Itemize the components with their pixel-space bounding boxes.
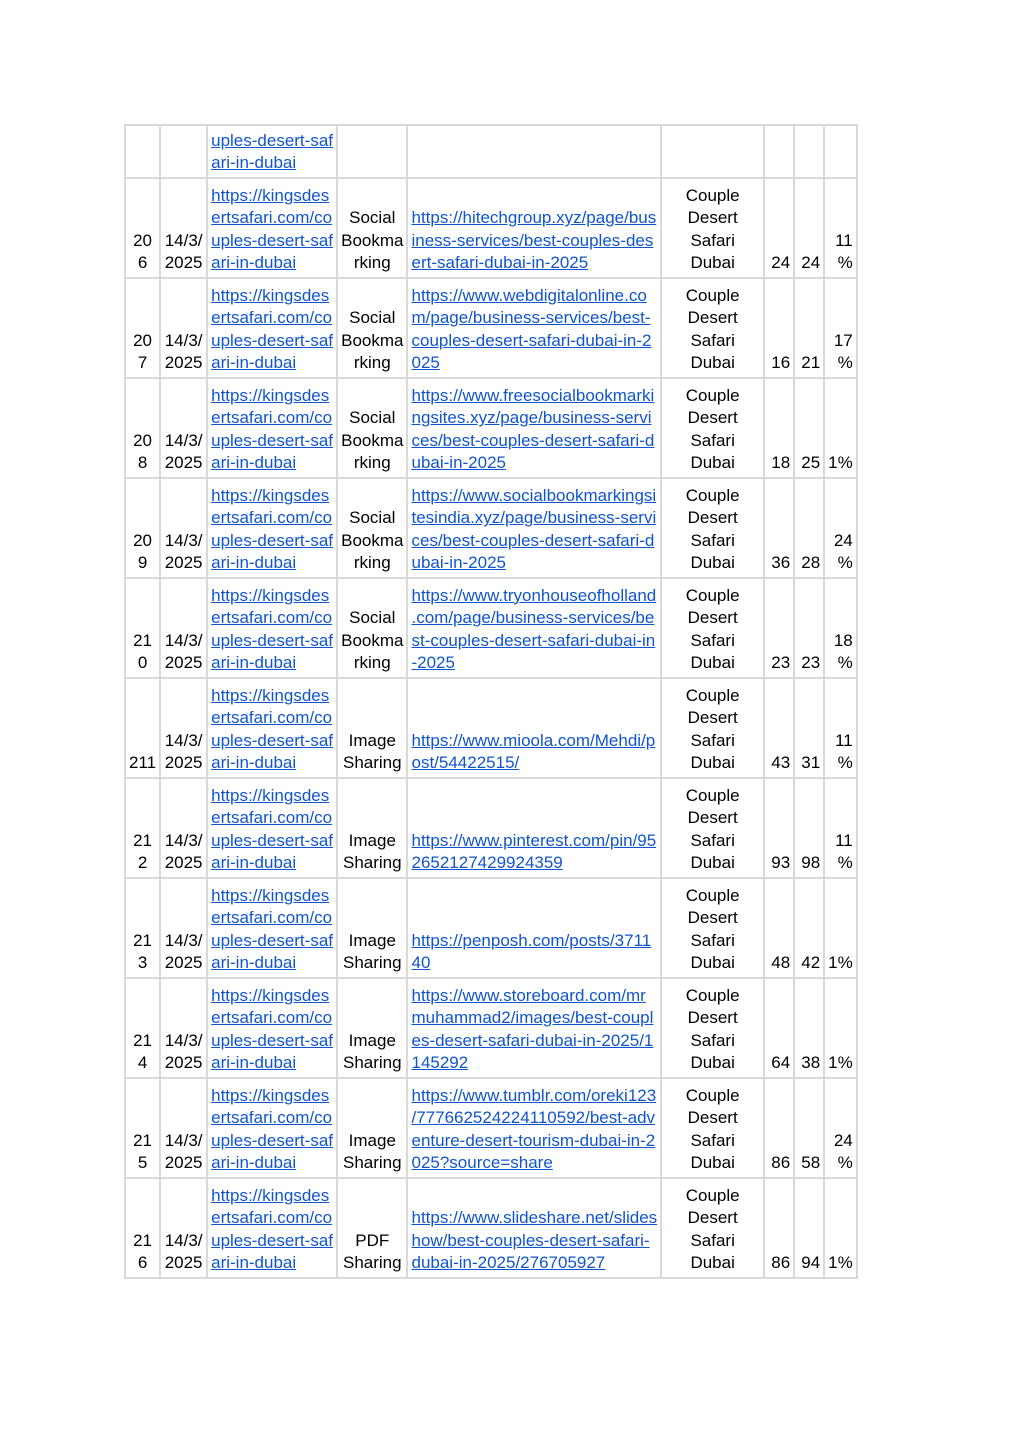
table-row-fragment [125,125,857,178]
cell-pa: 21 [794,278,824,378]
cell-date: 14/3/ 2025 [160,278,207,378]
backlink-url-link[interactable]: https://www.webdigitalonline.co m/page/business-services/best- couples-desert-safari-dubai-in-2 025 [411,285,652,373]
cell-type: Social Bookma rking [337,378,407,478]
cell-number: 20 9 [125,478,160,578]
cell-url [407,978,661,1078]
target-url-link[interactable]: https://kingsdes ertsafari.com/co uples-desert-saf ari-in-dubai [211,1085,333,1173]
backlink-url-link[interactable]: https://hitechgroup.xyz/page/bus iness-services/best-couples-des ert-safari-dubai-in-2025 [411,208,657,273]
cell-number: 21 5 [125,1078,160,1178]
cell-url [407,278,661,378]
cell-da: 16 [764,278,794,378]
cell-ss: 1% [824,1178,857,1278]
cell-target-url [207,125,337,178]
cell-keyword: Couple Desert Safari Dubai [661,778,764,878]
backlink-url-link[interactable]: https://www.socialbookmarkingsi tesindia.xyz/page/business-servi ces/best-couples-desert-safari-d ubai-in-2025 [411,485,657,573]
cell-number: 21 2 [125,778,160,878]
target-url-link[interactable]: https://kingsdes ertsafari.com/co uples-desert-saf ari-in-dubai [211,985,333,1073]
cell-da: 43 [764,678,794,778]
cell-target-url [207,178,337,278]
cell-date: 14/3/ 2025 [160,1078,207,1178]
table-row [125,578,857,678]
cell-ss: 1% [824,978,857,1078]
cell-pa: 38 [794,978,824,1078]
target-url-link[interactable]: https://kingsdes ertsafari.com/co uples-desert-saf ari-in-dubai [211,1185,333,1273]
cell-type [337,125,407,178]
cell-date: 14/3/ 2025 [160,678,207,778]
target-url-link[interactable]: https://kingsdes ertsafari.com/co uples-desert-saf ari-in-dubai [211,885,333,973]
backlink-table [124,124,858,1279]
cell-ss: 24 % [824,1078,857,1178]
cell-keyword: Couple Desert Safari Dubai [661,978,764,1078]
cell-date [160,125,207,178]
cell-number: 21 0 [125,578,160,678]
cell-keyword: Couple Desert Safari Dubai [661,478,764,578]
cell-target-url [207,1078,337,1178]
cell-pa: 94 [794,1178,824,1278]
cell-date: 14/3/ 2025 [160,478,207,578]
cell-pa: 28 [794,478,824,578]
cell-target-url [207,278,337,378]
cell-ss: 18 % [824,578,857,678]
cell-type: PDF Sharing [337,1178,407,1278]
cell-target-url [207,378,337,478]
table-row [125,1078,857,1178]
cell-url [407,1178,661,1278]
cell-number: 20 8 [125,378,160,478]
cell-keyword: Couple Desert Safari Dubai [661,178,764,278]
cell-date: 14/3/ 2025 [160,878,207,978]
cell-url [407,478,661,578]
target-url-link[interactable]: https://kingsdes ertsafari.com/co uples-desert-saf ari-in-dubai [211,285,333,373]
target-url-link[interactable]: https://kingsdes ertsafari.com/co uples-desert-saf ari-in-dubai [211,385,333,473]
cell-da: 48 [764,878,794,978]
cell-keyword: Couple Desert Safari Dubai [661,378,764,478]
cell-number: 21 4 [125,978,160,1078]
cell-da: 86 [764,1078,794,1178]
table-row [125,378,857,478]
target-url-link[interactable]: https://kingsdes ertsafari.com/co uples-desert-saf ari-in-dubai [211,585,333,673]
cell-number: 20 7 [125,278,160,378]
table-body [125,125,857,1278]
cell-type: Social Bookma rking [337,278,407,378]
target-url-link[interactable]: https://kingsdes ertsafari.com/co uples-desert-saf ari-in-dubai [211,185,333,273]
cell-type: Image Sharing [337,678,407,778]
cell-url [407,178,661,278]
cell-keyword: Couple Desert Safari Dubai [661,1078,764,1178]
cell-ss: 24 % [824,478,857,578]
cell-type: Image Sharing [337,978,407,1078]
cell-url [407,378,661,478]
cell-target-url [207,1178,337,1278]
cell-type: Social Bookma rking [337,178,407,278]
cell-type: Image Sharing [337,878,407,978]
cell-target-url [207,578,337,678]
cell-number: 211 [125,678,160,778]
cell-date: 14/3/ 2025 [160,1178,207,1278]
cell-date: 14/3/ 2025 [160,578,207,678]
cell-pa: 31 [794,678,824,778]
backlink-url-link[interactable]: https://www.pinterest.com/pin/95 2652127429924359 [411,830,657,873]
backlink-url-link[interactable]: https://www.mioola.com/Mehdi/p ost/54422515/ [411,730,656,773]
cell-da: 18 [764,378,794,478]
cell-number: 20 6 [125,178,160,278]
cell-ss: 1% [824,878,857,978]
backlink-url-link[interactable]: https://www.storeboard.com/mr muhammad2/images/best-coupl es-desert-safari-dubai-in-2025/1 145292 [411,985,654,1073]
backlink-url-link[interactable]: https://www.tumblr.com/oreki123 /777662524224110592/best-adv enture-desert-tourism-dubai-in-2 025?source=share [411,1085,657,1173]
cell-keyword: Couple Desert Safari Dubai [661,678,764,778]
cell-url [407,1078,661,1178]
table-row [125,178,857,278]
backlink-url-link[interactable]: https://penposh.com/posts/3711 40 [411,930,652,973]
cell-da: 23 [764,578,794,678]
cell-url [407,578,661,678]
cell-da: 86 [764,1178,794,1278]
cell-url [407,678,661,778]
cell-type: Social Bookma rking [337,478,407,578]
target-url-link[interactable]: https://kingsdes ertsafari.com/co uples-desert-saf ari-in-dubai [211,685,333,773]
cell-url [407,778,661,878]
cell-ss: 1% [824,378,857,478]
cell-ss: 11 % [824,778,857,878]
cell-number [125,125,160,178]
backlink-url-link[interactable]: https://www.tryonhouseofholland .com/page/business-services/be st-couples-desert-safari-dubai-in -2025 [411,585,657,673]
cell-keyword: Couple Desert Safari Dubai [661,878,764,978]
cell-type: Image Sharing [337,778,407,878]
cell-keyword: Couple Desert Safari Dubai [661,278,764,378]
cell-pa: 58 [794,1078,824,1178]
cell-keyword [661,125,764,178]
cell-ss: 11 % [824,178,857,278]
target-url-link[interactable]: https://kingsdes ertsafari.com/co uples-desert-saf ari-in-dubai [211,485,333,573]
backlink-url-link[interactable]: https://www.slideshare.net/slides how/best-couples-desert-safari- dubai-in-2025/276705927 [411,1208,658,1273]
cell-target-url [207,878,337,978]
cell-target-url [207,978,337,1078]
cell-pa: 24 [794,178,824,278]
table-row [125,778,857,878]
cell-keyword: Couple Desert Safari Dubai [661,578,764,678]
cell-pa: 98 [794,778,824,878]
cell-keyword: Couple Desert Safari Dubai [661,1178,764,1278]
cell-date: 14/3/ 2025 [160,178,207,278]
backlink-url-link[interactable]: https://www.freesocialbookmarki ngsites.xyz/page/business-servi ces/best-couples-desert-safari-d ubai-in-2025 [411,385,655,473]
cell-date: 14/3/ 2025 [160,378,207,478]
cell-pa: 25 [794,378,824,478]
cell-pa: 23 [794,578,824,678]
table-row [125,878,857,978]
cell-url [407,878,661,978]
cell-number: 21 3 [125,878,160,978]
cell-type: Image Sharing [337,1078,407,1178]
table-row [125,1178,857,1278]
cell-date: 14/3/ 2025 [160,778,207,878]
cell-pa [794,125,824,178]
cell-ss [824,125,857,178]
cell-number: 21 6 [125,1178,160,1278]
cell-da: 93 [764,778,794,878]
cell-da: 36 [764,478,794,578]
cell-date: 14/3/ 2025 [160,978,207,1078]
cell-pa: 42 [794,878,824,978]
target-url-link[interactable]: uples-desert-saf ari-in-dubai [211,130,333,173]
cell-da [764,125,794,178]
cell-target-url [207,478,337,578]
table-row [125,478,857,578]
cell-ss: 17 % [824,278,857,378]
cell-da: 64 [764,978,794,1078]
cell-url [407,125,661,178]
table-row [125,678,857,778]
cell-target-url [207,678,337,778]
cell-da: 24 [764,178,794,278]
table-row [125,978,857,1078]
target-url-link[interactable]: https://kingsdes ertsafari.com/co uples-desert-saf ari-in-dubai [211,785,333,873]
table-row [125,278,857,378]
cell-target-url [207,778,337,878]
cell-ss: 11 % [824,678,857,778]
cell-type: Social Bookma rking [337,578,407,678]
